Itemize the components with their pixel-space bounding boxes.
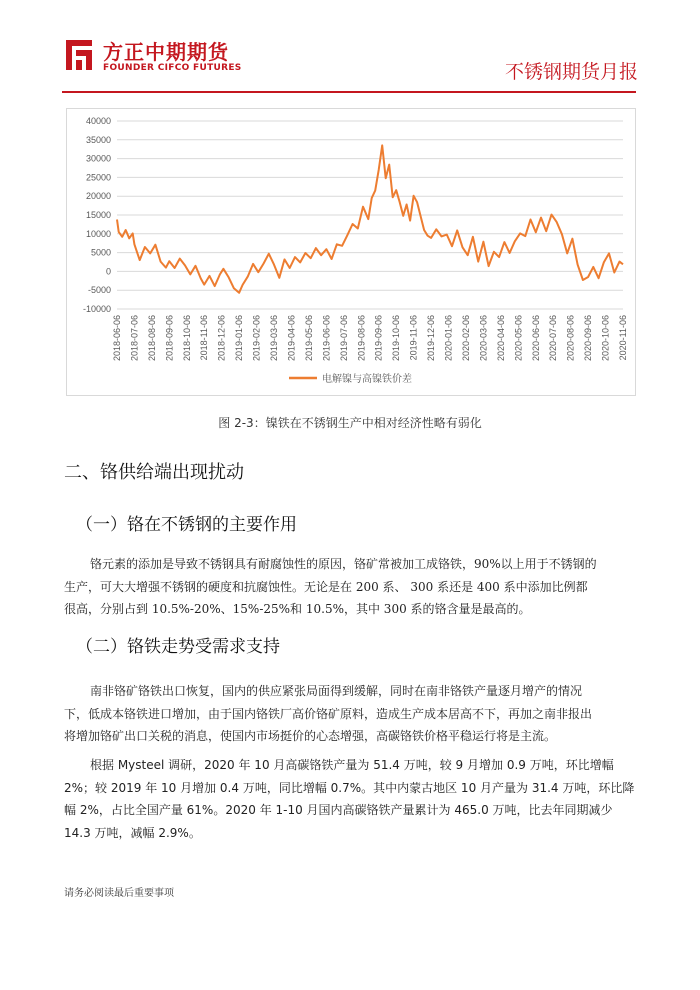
subsection-heading-2: （二）铬铁走势受需求支持 <box>76 637 280 657</box>
y-tick-label: 40000 <box>85 116 111 126</box>
y-tick-label: 15000 <box>85 210 111 220</box>
chart-frame <box>66 108 636 396</box>
x-tick-label: 2019-12-06 <box>426 315 437 362</box>
x-tick-label: 2019-11-06 <box>408 315 419 361</box>
figure-caption: 图 2-3：镍铁在不锈钢生产中相对经济性略有弱化 <box>218 416 482 430</box>
series-line <box>117 145 623 292</box>
x-tick-label: 2020-07-06 <box>548 315 559 362</box>
x-tick-label: 2018-12-06 <box>216 315 227 362</box>
header-divider <box>62 91 636 93</box>
x-tick-label: 2020-04-06 <box>495 315 506 362</box>
x-tick-label: 2019-04-06 <box>286 315 297 362</box>
x-tick-label: 2018-10-06 <box>181 315 192 362</box>
x-tick-label: 2018-08-06 <box>146 315 157 362</box>
report-title: 不锈钢期货月报 <box>504 61 638 83</box>
x-tick-label: 2019-08-06 <box>356 315 367 362</box>
x-tick-label: 2020-11-06 <box>618 315 628 361</box>
paragraph-line: 14.3 万吨，减幅 2.9%。 <box>64 825 201 840</box>
paragraph-line: 铬元素的添加是导致不锈钢具有耐腐蚀性的原因，铬矿常被加工成铬铁，90%以上用于不锈钢的 <box>90 557 597 571</box>
y-tick-label: 5000 <box>90 247 111 258</box>
y-tick-label: -5000 <box>87 285 111 296</box>
paragraph-line: 幅 2%，占比全国产量 61%。2020 年 1-10 月国内高碳铬铁产量累计为 465.0 万吨，比去年同期减少 <box>64 803 613 817</box>
paragraph-1 <box>64 553 620 621</box>
x-tick-label: 2020-05-06 <box>513 315 524 362</box>
y-tick-label: 10000 <box>85 228 111 239</box>
section-heading: 二、铬供给端出现扰动 <box>64 462 244 483</box>
x-tick-label: 2020-06-06 <box>530 315 541 362</box>
company-name-cn: 方正中期期货 <box>103 40 229 64</box>
paragraph-line: 下，低成本铬铁进口增加，由于国内铬铁厂高价铬矿原料，造成生产成本居高不下，再加之南非报出 <box>64 706 593 721</box>
paragraph-line: 将增加铬矿出口关税的消息，使国内市场挺价的心态增强，高碳铬铁价格平稳运行将是主流。 <box>64 729 557 743</box>
x-tick-label: 2019-03-06 <box>269 315 280 362</box>
x-tick-label: 2019-07-06 <box>338 315 349 362</box>
x-tick-label: 2018-09-06 <box>164 315 175 362</box>
footer-notice: 请务必阅读最后重要事项 <box>64 888 174 899</box>
x-tick-label: 2018-06-06 <box>112 315 122 362</box>
price-spread-chart <box>67 109 635 395</box>
y-tick-label: 0 <box>105 266 111 277</box>
paragraph-2 <box>64 680 620 748</box>
paragraph-line: 根据 Mysteel 调研，2020 年 10 月高碳铬铁产量为 51.4 万吨，较 9 月增加 0.9 万吨，环比增幅 <box>90 758 614 772</box>
y-tick-label: -10000 <box>82 304 111 314</box>
x-tick-label: 2019-02-06 <box>251 315 262 362</box>
company-name-en: FOUNDER CIFCO FUTURES <box>103 63 242 73</box>
x-tick-label: 2019-06-06 <box>321 315 332 362</box>
x-tick-label: 2019-09-06 <box>373 315 384 362</box>
y-tick-label: 20000 <box>85 191 111 202</box>
x-tick-label: 2020-03-06 <box>478 315 489 362</box>
x-tick-label: 2020-08-06 <box>565 314 576 362</box>
paragraph-3 <box>64 754 635 844</box>
subsection-heading-1: （一）铬在不锈钢的主要作用 <box>76 515 297 535</box>
y-tick-label: 30000 <box>85 153 111 164</box>
x-tick-label: 2018-11-06 <box>199 315 210 361</box>
x-tick-label: 2020-01-06 <box>443 315 454 362</box>
legend-label: 电解镍与高镍铁价差 <box>322 374 412 385</box>
x-tick-label: 2018-07-06 <box>129 315 140 362</box>
page-header <box>0 0 700 95</box>
x-tick-label: 2020-09-06 <box>583 315 594 362</box>
x-tick-label: 2019-10-06 <box>391 315 402 362</box>
paragraph-line: 2%；较 2019 年 10 月增加 0.4 万吨，同比增幅 0.7%。其中内蒙古地区 10 月产量为 31.4 万吨，环比降 <box>64 780 635 795</box>
x-tick-label: 2019-05-06 <box>303 315 314 362</box>
y-tick-label: 25000 <box>85 172 111 183</box>
paragraph-line: 很高，分别占到 10.5%-20%、15%-25%和 10.5%，其中 300 系的铬含量是最高的。 <box>64 602 531 616</box>
paragraph-line: 生产，可大大增强不锈钢的硬度和抗腐蚀性。无论是在 200 系、 300 系还是 400 系中添加比例都 <box>64 579 588 594</box>
paragraph-line: 南非铬矿铬铁出口恢复，国内的供应紧张局面得到缓解，同时在南非铬铁产量逐月增产的情况 <box>90 684 583 698</box>
x-tick-label: 2019-01-06 <box>234 315 245 362</box>
company-logo-icon <box>62 36 96 74</box>
y-tick-label: 35000 <box>85 134 111 145</box>
x-tick-label: 2020-02-06 <box>460 315 471 362</box>
x-tick-label: 2020-10-06 <box>600 315 611 362</box>
